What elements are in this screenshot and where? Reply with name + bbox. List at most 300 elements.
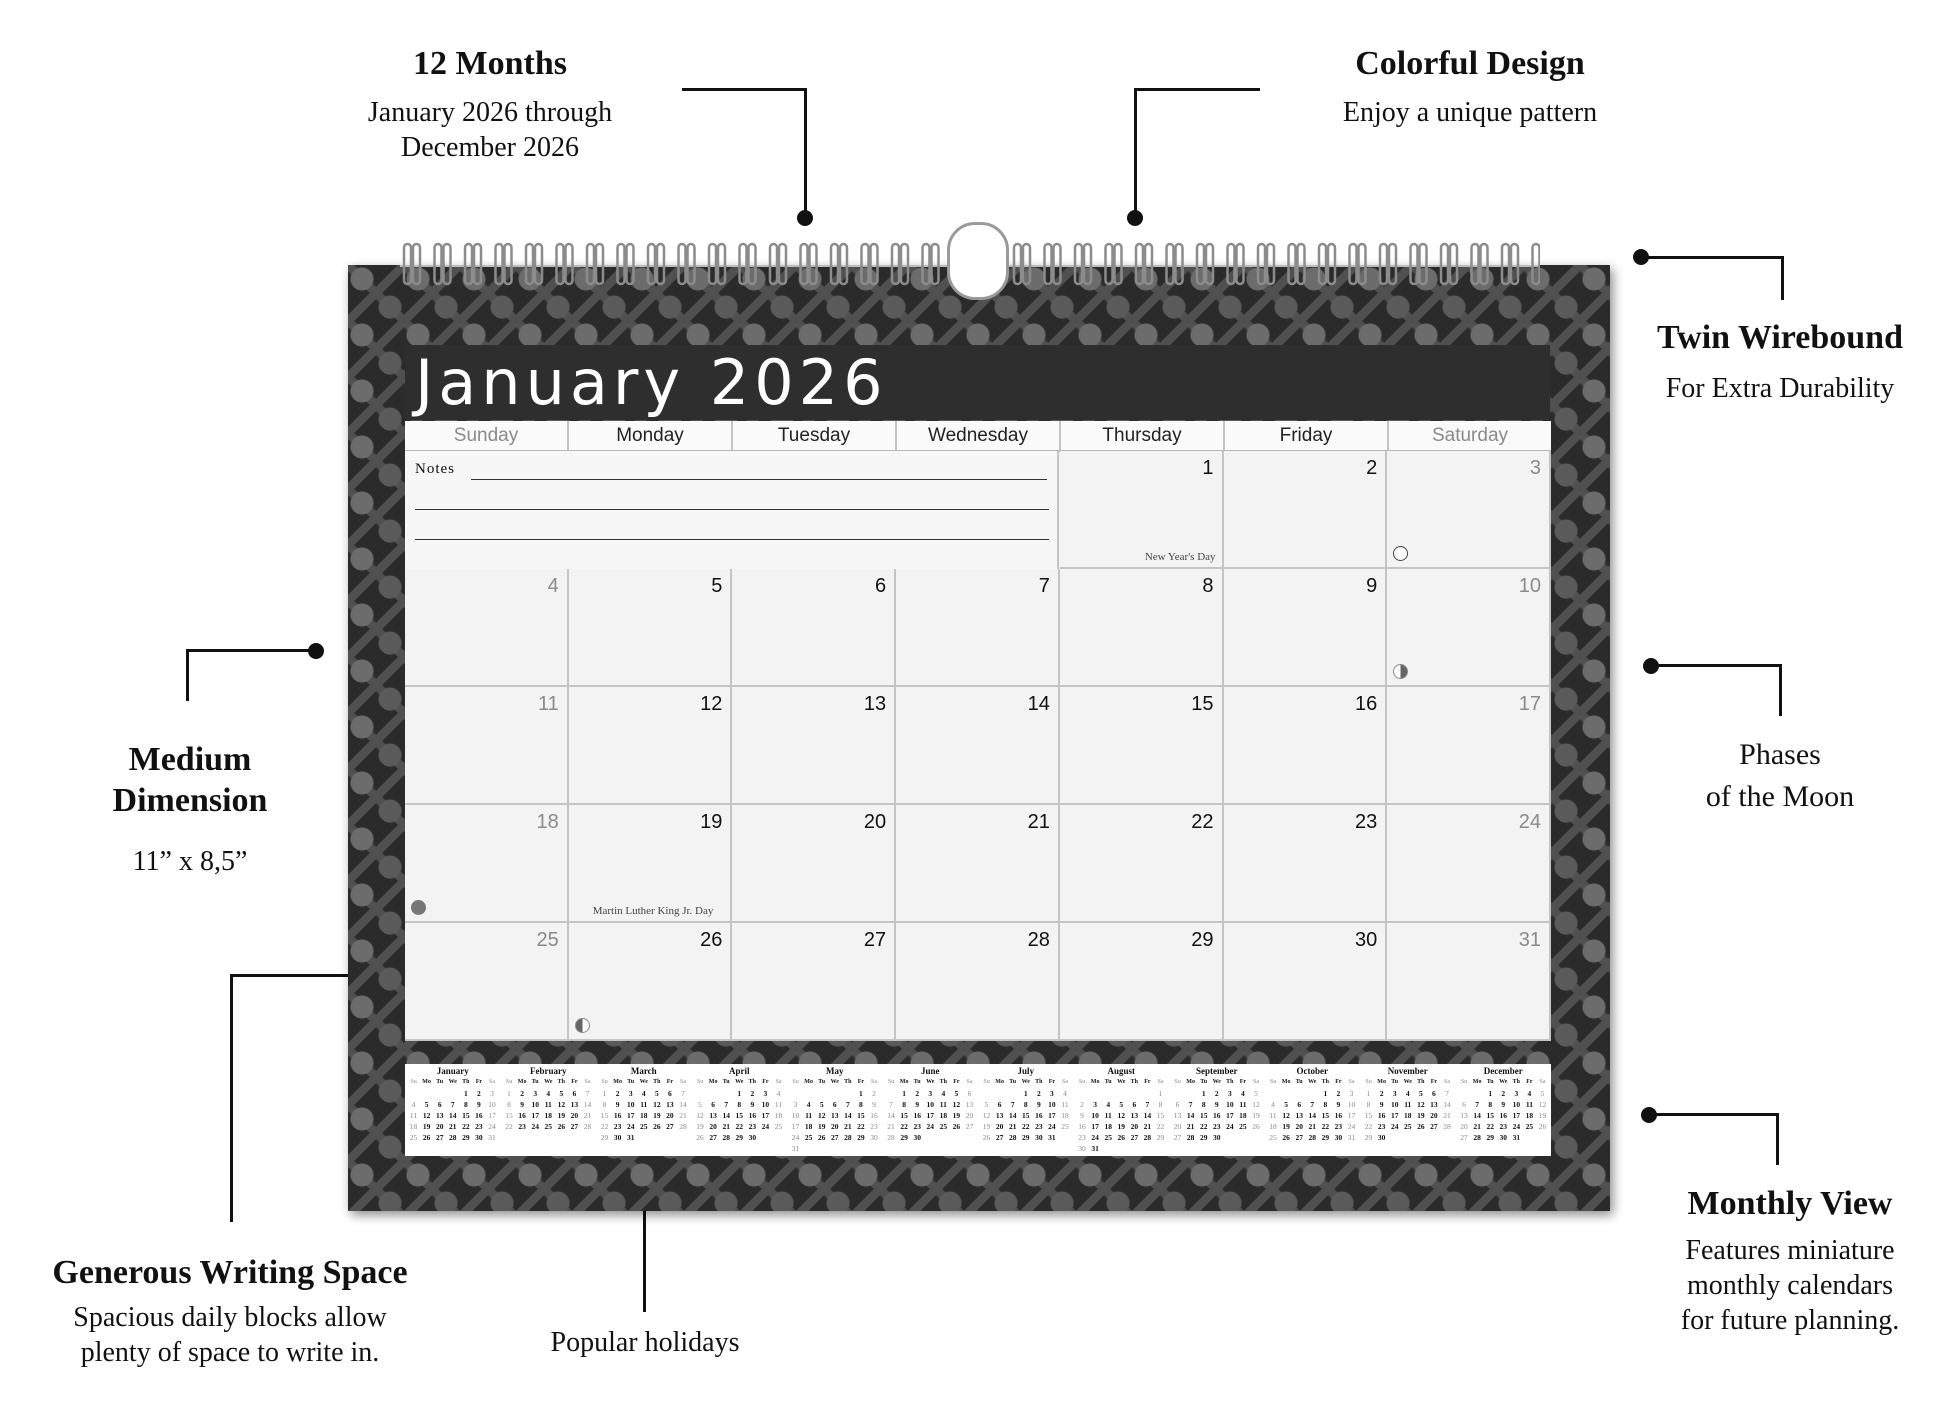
mini-month (978, 1064, 1074, 1156)
mini-day: 27 (965, 1122, 974, 1131)
day-number: 5 (711, 575, 723, 597)
mini-day: 19 (982, 1122, 991, 1131)
mini-day: 16 (518, 1111, 526, 1120)
mini-day: 4 (411, 1100, 416, 1109)
mini-day: 15 (505, 1111, 513, 1120)
mini-day: 8 (507, 1100, 511, 1109)
mini-weekday: Tu (1295, 1079, 1303, 1085)
leader-line (1779, 664, 1782, 716)
mini-day: 14 (679, 1100, 687, 1109)
day-cell[interactable] (1060, 687, 1224, 805)
mini-day: 15 (1321, 1111, 1330, 1120)
mini-day: 1 (737, 1089, 742, 1098)
mini-weekday: Tu (1104, 1079, 1112, 1085)
wire-coil (923, 244, 930, 284)
callout-text: For Extra Durability (1665, 372, 1895, 404)
leader-line (1651, 664, 1782, 667)
mini-day: 8 (1158, 1100, 1163, 1109)
day-cell[interactable] (569, 805, 733, 923)
mini-week-row (1458, 1110, 1550, 1121)
mini-week-row (1267, 1088, 1359, 1099)
wire-coil (1533, 244, 1540, 284)
notes-area[interactable] (405, 451, 1059, 571)
mini-day: 3 (1050, 1089, 1054, 1098)
mini-day: 28 (844, 1133, 852, 1142)
mini-week-row (598, 1110, 690, 1121)
mini-day: 17 (1048, 1111, 1056, 1120)
mini-day (1141, 1088, 1154, 1099)
mini-weekday: Mo (708, 1079, 718, 1085)
day-cell[interactable] (569, 569, 733, 687)
wire-coil (688, 244, 695, 284)
mini-day (815, 1143, 828, 1154)
leader-line (1134, 88, 1260, 91)
wire-coil (1023, 244, 1030, 284)
day-cell[interactable] (1387, 805, 1551, 923)
mini-day: 24 (1048, 1122, 1056, 1131)
mini-day: 6 (711, 1100, 715, 1109)
mini-day: 29 (1199, 1133, 1208, 1142)
mini-day: 8 (902, 1100, 906, 1109)
mini-day: 23 (870, 1122, 878, 1131)
mini-day: 28 (1008, 1133, 1017, 1142)
wire-coil (770, 244, 777, 284)
mini-day: 2 (1379, 1089, 1384, 1098)
mini-weekday: Mo (1090, 1079, 1100, 1085)
mini-weekday: Su (1269, 1079, 1277, 1085)
mini-day: 31 (1512, 1133, 1521, 1142)
mini-day (759, 1132, 772, 1143)
mini-day: 18 (1061, 1111, 1069, 1120)
mini-day (1523, 1132, 1536, 1143)
day-number: 11 (537, 693, 559, 715)
mini-day: 21 (1143, 1122, 1152, 1131)
mini-weekday: We (544, 1079, 553, 1085)
mini-day: 23 (475, 1122, 483, 1131)
mini-weekday: We (1212, 1079, 1221, 1085)
callout-text: 11” x 8,5” (132, 845, 248, 877)
wire-coil (901, 244, 908, 284)
mini-weekday: Sa (680, 1079, 686, 1085)
mini-day: 9 (1036, 1100, 1041, 1109)
day-cell[interactable] (405, 687, 569, 805)
mini-day: 12 (1282, 1111, 1290, 1120)
day-number: 30 (1355, 929, 1378, 951)
mini-day: 13 (709, 1111, 717, 1120)
mini-day: 21 (844, 1122, 852, 1131)
mini-weekday: Sa (871, 1079, 877, 1085)
mini-day: 20 (666, 1111, 674, 1120)
mini-day: 30 (613, 1133, 622, 1142)
day-cell[interactable] (1060, 805, 1224, 923)
mini-week-row (407, 1132, 499, 1143)
wire-coil (1389, 244, 1396, 284)
mini-day: 4 (641, 1089, 646, 1098)
mini-weekday: Fr (666, 1079, 674, 1085)
mini-day: 15 (462, 1111, 470, 1120)
day-cell[interactable] (1224, 923, 1388, 1041)
mini-month-title: September (1196, 1066, 1238, 1076)
mini-month (1456, 1064, 1552, 1156)
mini-weekday: Fr (1144, 1079, 1151, 1085)
mini-day (772, 1132, 785, 1143)
mini-weekday: Mo (995, 1079, 1004, 1085)
mini-day: 11 (1269, 1111, 1277, 1120)
mini-week-row (598, 1132, 690, 1143)
day-cell[interactable] (896, 569, 1060, 687)
mini-day: 17 (1091, 1122, 1099, 1131)
wire-coil (1319, 244, 1326, 284)
mini-day: 4 (1063, 1089, 1067, 1098)
day-cell[interactable] (1060, 569, 1224, 687)
mini-week-row (407, 1110, 499, 1121)
wire-coil (505, 244, 512, 284)
day-cell[interactable] (896, 923, 1060, 1041)
mini-day: 21 (1443, 1111, 1451, 1120)
wire-coil (1350, 244, 1357, 284)
mini-day (1102, 1088, 1115, 1099)
mini-week-row (407, 1088, 499, 1099)
mini-week-row (1362, 1121, 1454, 1132)
mini-day: 25 (409, 1133, 418, 1142)
mini-day: 14 (583, 1100, 592, 1109)
mini-weekday: Sa (489, 1079, 495, 1085)
mini-day: 6 (437, 1100, 442, 1109)
day-cell[interactable] (1387, 451, 1551, 569)
mini-day (1306, 1088, 1319, 1099)
wire-coil (404, 244, 411, 284)
mini-day: 26 (1282, 1133, 1290, 1142)
mini-weekday: Su (696, 1079, 704, 1085)
mini-day: 7 (1145, 1100, 1150, 1109)
callout-text: for future planning. (1680, 1304, 1900, 1336)
mini-weekday-row (503, 1077, 595, 1088)
mini-day: 26 (1538, 1122, 1547, 1131)
mini-day: 2 (520, 1089, 524, 1098)
wire-coil (587, 244, 594, 284)
mini-day: 3 (1227, 1089, 1232, 1098)
wire-coil (465, 244, 472, 284)
mini-day: 22 (1199, 1122, 1208, 1131)
mini-day: 19 (422, 1122, 431, 1131)
callout-title: Colorful Design (1355, 45, 1585, 82)
mini-weekday: Th (1417, 1079, 1425, 1085)
mini-day: 18 (1269, 1122, 1277, 1131)
day-number: 27 (863, 929, 887, 951)
mini-day: 9 (1214, 1100, 1219, 1109)
mini-day: 18 (1239, 1111, 1247, 1120)
mini-day: 17 (761, 1111, 770, 1120)
wire-coil (1289, 244, 1296, 284)
mini-day: 8 (1023, 1100, 1028, 1109)
wire-coil (1145, 244, 1152, 284)
day-number: 10 (1518, 575, 1541, 597)
day-number: 14 (1027, 693, 1050, 715)
day-number: 16 (1355, 693, 1378, 715)
mini-day: 27 (666, 1122, 674, 1131)
leader-line (682, 88, 807, 91)
wire-coil (1359, 244, 1366, 284)
day-cell[interactable] (405, 805, 569, 923)
mini-day: 21 (1308, 1122, 1317, 1131)
mini-day: 10 (626, 1100, 635, 1109)
day-cell[interactable] (405, 923, 569, 1041)
mini-day: 19 (817, 1122, 826, 1131)
mini-week-row (980, 1099, 1072, 1110)
mini-weekday: Sa (1539, 1079, 1546, 1085)
day-number: 21 (1027, 811, 1050, 833)
mini-day: 9 (1501, 1100, 1506, 1109)
mini-weekday: Th (653, 1079, 661, 1085)
mini-day: 4 (776, 1089, 781, 1098)
mini-day: 1 (1488, 1089, 1493, 1098)
mini-day: 28 (449, 1133, 457, 1142)
day-cell[interactable] (1224, 451, 1388, 569)
day-cell[interactable] (732, 923, 896, 1041)
mini-day: 14 (1308, 1111, 1317, 1120)
mini-week-row (1267, 1099, 1359, 1110)
day-cell[interactable] (1387, 923, 1551, 1041)
mini-day: 17 (626, 1111, 635, 1120)
day-number: 31 (1518, 929, 1541, 951)
mini-day: 22 (505, 1122, 513, 1131)
mini-day: 21 (722, 1122, 730, 1131)
weekday-tuesday: Tuesday (733, 421, 897, 450)
mini-day: 11 (1404, 1100, 1412, 1109)
day-cell[interactable] (1387, 569, 1551, 687)
mini-day: 1 (902, 1089, 906, 1098)
weekday-thursday: Thursday (1061, 421, 1225, 450)
mini-day: 5 (954, 1089, 959, 1098)
mini-day: 22 (1364, 1122, 1373, 1131)
mini-week-row (1458, 1088, 1550, 1099)
mini-week-row (980, 1132, 1072, 1143)
mini-weekday: Su (1078, 1079, 1086, 1085)
mini-day: 25 (774, 1122, 783, 1131)
day-cell[interactable] (1060, 923, 1224, 1041)
day-cell[interactable] (1224, 569, 1388, 687)
notes-line (415, 539, 1049, 540)
mini-day: 26 (557, 1122, 566, 1131)
day-cell[interactable] (896, 687, 1060, 805)
mini-day: 1 (859, 1089, 863, 1098)
mini-day: 21 (583, 1111, 592, 1120)
mini-month-title: March (630, 1066, 657, 1076)
mini-day (663, 1132, 676, 1143)
leader-line (1649, 1113, 1779, 1116)
mini-day (1184, 1088, 1197, 1099)
mini-day: 19 (696, 1122, 704, 1131)
callout-text: Features miniature (1685, 1234, 1895, 1266)
mini-day (1115, 1143, 1128, 1154)
mini-day: 3 (533, 1089, 538, 1098)
mini-weekday: Sa (1444, 1079, 1450, 1085)
mini-day: 5 (1284, 1100, 1288, 1109)
mini-weekday: Mo (613, 1079, 622, 1085)
holiday-label: New Year's Day (1144, 551, 1216, 563)
mini-day: 6 (572, 1089, 577, 1098)
day-cell[interactable] (1060, 451, 1224, 569)
mini-day: 7 (450, 1100, 455, 1109)
day-cell[interactable] (1224, 687, 1388, 805)
day-cell[interactable] (569, 923, 733, 1041)
mini-weekday-row (980, 1077, 1072, 1088)
mini-week-row (407, 1099, 499, 1110)
wire-coil (1106, 244, 1113, 284)
mini-day: 13 (1130, 1111, 1139, 1120)
wire-coil (1441, 244, 1448, 284)
mini-day: 27 (435, 1133, 444, 1142)
mini-day: 22 (735, 1122, 744, 1131)
mini-weekday: Tu (531, 1079, 539, 1085)
mini-day: 2 (1501, 1089, 1506, 1098)
callout-title: 12 Months (413, 45, 567, 82)
day-number: 17 (1518, 693, 1541, 715)
mini-day (802, 1088, 815, 1099)
mini-day: 6 (997, 1100, 1002, 1109)
day-cell[interactable] (569, 687, 733, 805)
mini-day: 30 (475, 1133, 483, 1142)
mini-day: 6 (1297, 1100, 1302, 1109)
mini-day: 18 (774, 1111, 783, 1120)
mini-week-row (1458, 1121, 1550, 1132)
mini-day: 31 (626, 1133, 635, 1142)
mini-day (1171, 1088, 1184, 1099)
mini-day (867, 1143, 880, 1154)
mini-weekday: Su (505, 1079, 513, 1085)
mini-month (1074, 1064, 1170, 1156)
day-cell[interactable] (1387, 687, 1551, 805)
mini-day: 29 (857, 1133, 865, 1142)
mini-day: 30 (870, 1133, 878, 1142)
mini-day (1006, 1088, 1019, 1099)
mini-day (1388, 1132, 1401, 1143)
mini-day: 10 (1390, 1100, 1399, 1109)
mini-day (1293, 1088, 1306, 1099)
callout-text: Phases (1739, 738, 1821, 771)
mini-day: 6 (668, 1089, 672, 1098)
mini-week-row (503, 1099, 595, 1110)
wire-coil (679, 244, 686, 284)
leader-line (1781, 256, 1784, 300)
mini-day: 22 (1156, 1122, 1165, 1131)
mini-day: 31 (1347, 1133, 1356, 1142)
mini-day: 15 (1486, 1111, 1494, 1120)
mini-day: 9 (750, 1100, 755, 1109)
mini-day: 30 (1377, 1133, 1386, 1142)
mini-weekday: Mo (517, 1079, 527, 1085)
mini-weekday: Su (410, 1079, 417, 1085)
mini-day: 10 (926, 1100, 935, 1109)
mini-day: 12 (1417, 1100, 1425, 1109)
day-cell[interactable] (896, 805, 1060, 923)
mini-month-title: May (826, 1066, 844, 1076)
mini-day: 16 (1334, 1111, 1343, 1120)
wire-coil (413, 244, 420, 284)
mini-day: 7 (1445, 1089, 1449, 1098)
mini-weekday-row (1171, 1077, 1263, 1088)
mini-month (501, 1064, 597, 1156)
day-cell[interactable] (1224, 805, 1388, 923)
mini-day: 11 (939, 1100, 947, 1109)
wire-coil (596, 244, 603, 284)
mini-day: 7 (681, 1089, 685, 1098)
mini-day: 8 (602, 1100, 607, 1109)
mini-day: 21 (679, 1111, 687, 1120)
notes-line (415, 509, 1049, 510)
mini-day: 1 (1323, 1089, 1328, 1098)
mini-day: 10 (1048, 1100, 1056, 1109)
mini-day (1236, 1132, 1249, 1143)
mini-day: 22 (857, 1122, 865, 1131)
day-number: 6 (875, 575, 887, 597)
mini-day (841, 1088, 854, 1099)
mini-weekday: Fr (1430, 1079, 1438, 1085)
mini-day: 3 (1392, 1089, 1397, 1098)
day-cell[interactable] (732, 805, 896, 923)
callout-medium-dimension (70, 740, 310, 879)
day-cell[interactable] (732, 687, 896, 805)
day-number: 20 (863, 811, 887, 833)
mini-weekday: Fr (1239, 1079, 1247, 1085)
day-cell[interactable] (405, 569, 569, 687)
mini-day: 12 (982, 1111, 991, 1120)
mini-day (1249, 1132, 1262, 1143)
day-cell[interactable] (732, 569, 896, 687)
mini-weekday-row (1458, 1077, 1550, 1088)
callout-text: monthly calendars (1686, 1269, 1894, 1301)
mini-weekday: Tu (1486, 1079, 1494, 1085)
mini-day: 15 (857, 1111, 865, 1120)
mini-day: 7 (1475, 1100, 1479, 1109)
mini-day: 20 (1430, 1111, 1438, 1120)
mini-day: 5 (424, 1100, 429, 1109)
mini-day (950, 1132, 963, 1143)
day-number: 8 (1202, 575, 1214, 597)
mini-day: 19 (653, 1111, 661, 1120)
leader-line (186, 649, 316, 652)
wire-coil (1084, 244, 1091, 284)
mini-weekday: Fr (1335, 1079, 1342, 1085)
holiday-label: Martin Luther King Jr. Day (592, 905, 714, 917)
mini-weekday: Mo (899, 1079, 909, 1085)
callout-title: Medium (128, 741, 252, 778)
mini-day (924, 1132, 937, 1143)
mini-week-row (980, 1121, 1072, 1132)
mini-day: 29 (735, 1133, 744, 1142)
mini-day: 15 (1156, 1111, 1165, 1120)
mini-day (407, 1088, 420, 1099)
mini-day: 12 (557, 1100, 566, 1109)
mini-month-title: April (728, 1066, 750, 1076)
mini-day: 30 (1213, 1133, 1221, 1142)
mini-day: 13 (1430, 1100, 1438, 1109)
mini-day: 19 (1282, 1122, 1290, 1131)
mini-day: 2 (1336, 1089, 1341, 1098)
mini-day: 31 (1048, 1133, 1056, 1142)
mini-day: 19 (1417, 1111, 1425, 1120)
mini-day (1076, 1088, 1089, 1099)
mini-week-row (1171, 1088, 1263, 1099)
mini-day (676, 1132, 689, 1143)
mini-day: 24 (791, 1133, 800, 1142)
mini-week-row (1076, 1132, 1168, 1143)
wire-coil (526, 244, 533, 284)
mini-day: 4 (806, 1100, 811, 1109)
mini-day: 29 (1321, 1133, 1330, 1142)
mini-day: 14 (1143, 1111, 1152, 1120)
mini-day: 23 (748, 1122, 757, 1131)
